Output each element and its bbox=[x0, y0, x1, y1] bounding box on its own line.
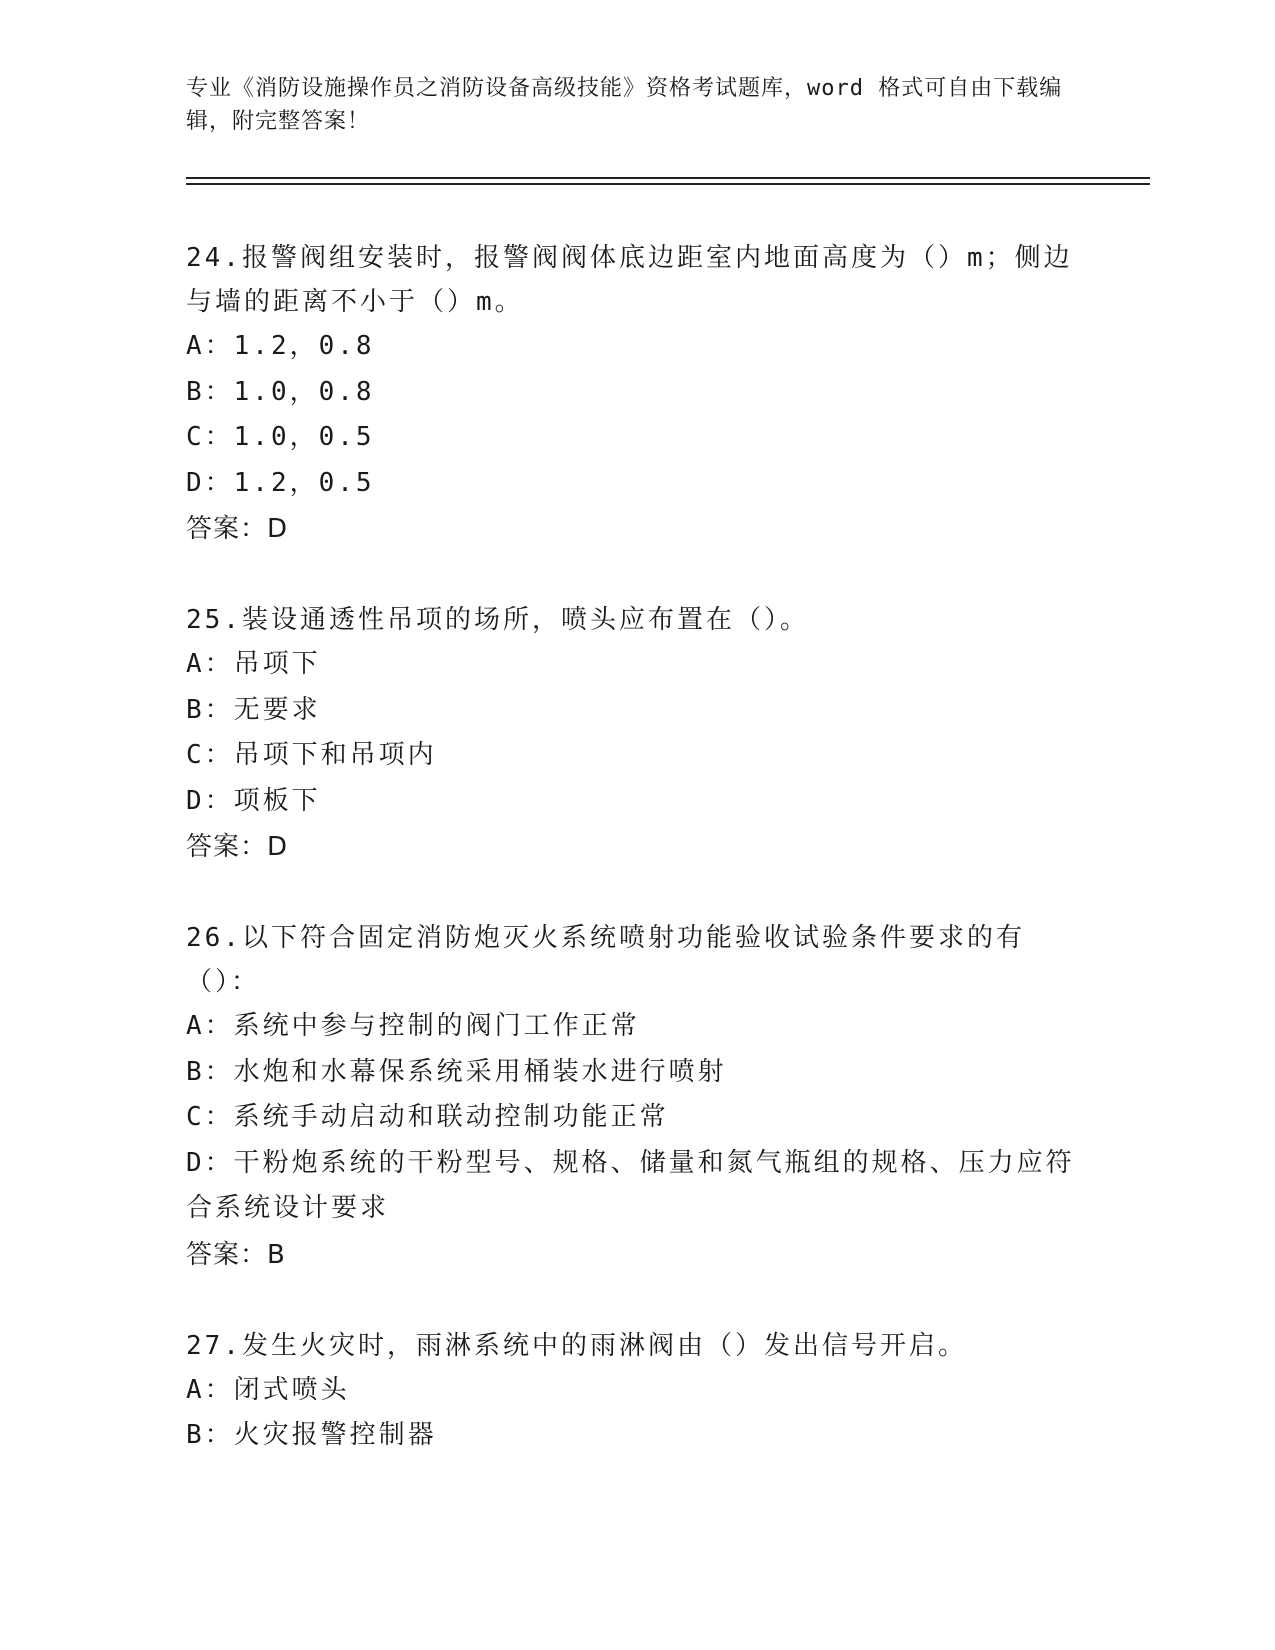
question-27 bbox=[186, 1324, 1076, 1459]
option-a: A：1.2，0.8 bbox=[186, 331, 375, 361]
option-d: D：项板下 bbox=[186, 785, 321, 816]
question-list bbox=[186, 236, 1076, 1504]
header-divider-top bbox=[186, 177, 1150, 179]
option-c: C：系统手动启动和联动控制功能正常 bbox=[186, 1102, 669, 1132]
option-b: B：1.0，0.8 bbox=[186, 376, 375, 407]
option-c: C：吊项下和吊项内 bbox=[186, 740, 437, 770]
question-text: 25.装设通透性吊项的场所，喷头应布置在（）。 bbox=[186, 605, 809, 635]
answer: 答案：D bbox=[186, 514, 289, 544]
question-26 bbox=[186, 916, 1076, 1279]
option-a: A：闭式喷头 bbox=[186, 1374, 350, 1405]
document-header: 专业《消防设施操作员之消防设备高级技能》资格考试题库，word 格式可自由下载编辑，附完整答案！ bbox=[186, 76, 1063, 134]
question-24 bbox=[186, 236, 1076, 553]
option-b: B：无要求 bbox=[186, 694, 321, 725]
option-d: D：干粉炮系统的干粉型号、规格、储量和氮气瓶组的规格、压力应符合系统设计要求 bbox=[186, 1147, 1075, 1223]
option-a: A：系统中参与控制的阀门工作正常 bbox=[186, 1011, 640, 1041]
option-d: D：1.2，0.5 bbox=[186, 467, 375, 498]
option-b: B：水炮和水幕保系统采用桶装水进行喷射 bbox=[186, 1056, 727, 1087]
answer: 答案：B bbox=[186, 1239, 286, 1270]
question-text: 24.报警阀组安装时，报警阀阀体底边距室内地面高度为（）m；侧边与墙的距离不小于（）m。 bbox=[186, 243, 1073, 317]
question-25 bbox=[186, 598, 1076, 871]
answer: 答案：D bbox=[186, 832, 289, 862]
option-a: A：吊项下 bbox=[186, 649, 321, 679]
header-divider-bottom bbox=[186, 183, 1150, 185]
option-c: C：1.0，0.5 bbox=[186, 422, 375, 452]
question-text: 27.发生火灾时，雨淋系统中的雨淋阀由（）发出信号开启。 bbox=[186, 1330, 967, 1361]
option-b: B：火灾报警控制器 bbox=[186, 1420, 437, 1450]
question-text: 26.以下符合固定消防炮灭火系统喷射功能验收试验条件要求的有（）： bbox=[186, 923, 1025, 997]
